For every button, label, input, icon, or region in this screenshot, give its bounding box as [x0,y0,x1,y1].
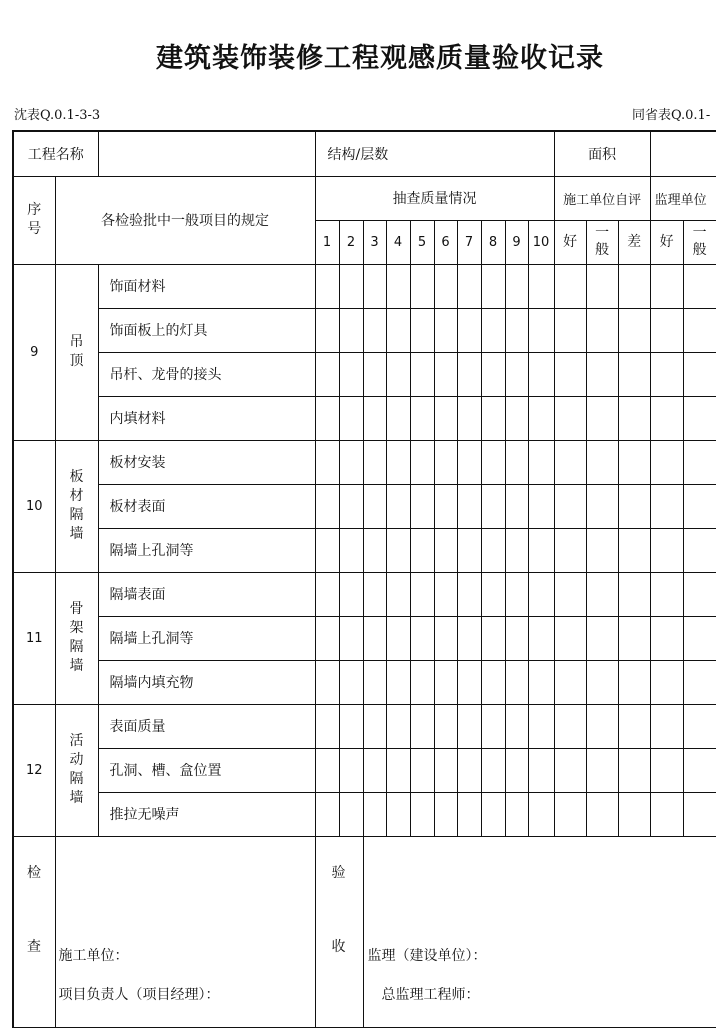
sample-cell[interactable] [410,396,434,440]
sample-cell[interactable] [339,704,363,748]
sample-cell[interactable] [528,308,554,352]
item-label: 隔墙内填充物 [98,660,315,704]
sample-cell[interactable] [481,704,505,748]
sample-cell[interactable] [434,396,457,440]
contractor-eval-header: 施工单位自评 [554,176,650,220]
item-label: 饰面板上的灯具 [98,308,315,352]
contractor-label: 施工单位： [58,947,129,964]
sample-cell[interactable] [481,616,505,660]
grade-header-4: 好 [650,220,683,264]
item-label: 隔墙表面 [98,572,315,616]
grade-cell[interactable] [554,792,586,836]
sample-cell[interactable] [481,308,505,352]
grade-cell[interactable] [650,616,683,660]
sample-cell[interactable] [339,572,363,616]
grade-cell[interactable] [554,352,586,396]
sample-cell[interactable] [386,660,410,704]
accept-label: 验 收 [315,836,363,1027]
info-row [13,131,716,176]
sample-cell[interactable] [434,440,457,484]
inspection-table [12,130,716,1028]
grade-cell[interactable] [683,616,716,660]
group-number: 12 [13,704,55,836]
seq-header: 序 号 [13,176,55,264]
item-label: 饰面材料 [98,264,315,308]
group-number: 9 [13,264,55,440]
group-number: 10 [13,440,55,572]
grade-cell[interactable] [683,572,716,616]
sample-cell[interactable] [434,484,457,528]
sample-cell[interactable] [505,616,528,660]
sample-cell[interactable] [386,440,410,484]
sample-cell[interactable] [457,704,481,748]
sample-cell[interactable] [386,308,410,352]
sample-number-8: 8 [481,220,505,264]
sample-cell[interactable] [457,396,481,440]
sample-cell[interactable] [363,660,386,704]
supervisor-eval-header: 监理单位 [650,176,716,220]
grade-cell[interactable] [586,748,618,792]
sample-cell[interactable] [528,528,554,572]
grade-cell[interactable] [683,484,716,528]
sample-cell[interactable] [386,748,410,792]
sample-cell[interactable] [434,264,457,308]
sample-cell[interactable] [386,264,410,308]
sample-cell[interactable] [386,352,410,396]
grade-cell[interactable] [683,396,716,440]
sample-cell[interactable] [434,792,457,836]
sample-cell[interactable] [410,572,434,616]
table-row [13,264,716,308]
sample-cell[interactable] [481,264,505,308]
sample-number-10: 10 [528,220,554,264]
sample-cell[interactable] [505,792,528,836]
sample-cell[interactable] [457,352,481,396]
sample-cell[interactable] [457,748,481,792]
grade-cell[interactable] [586,352,618,396]
sample-cell[interactable] [315,792,339,836]
sample-number-3: 3 [363,220,386,264]
sample-cell[interactable] [386,792,410,836]
sample-cell[interactable] [363,396,386,440]
sample-cell[interactable] [528,572,554,616]
sample-cell[interactable] [528,352,554,396]
sample-cell[interactable] [481,396,505,440]
group-name: 板 材 隔 墙 [55,440,98,572]
sample-cell[interactable] [386,396,410,440]
sample-cell[interactable] [363,484,386,528]
sample-cell[interactable] [363,528,386,572]
group-name: 活 动 隔 墙 [55,704,98,836]
grade-cell[interactable] [683,528,716,572]
grade-cell[interactable] [618,528,650,572]
table-row [13,440,716,484]
sampling-header: 抽查质量情况 [315,176,554,220]
sample-cell[interactable] [481,792,505,836]
sample-cell[interactable] [410,792,434,836]
grade-cell[interactable] [650,528,683,572]
sample-cell[interactable] [410,264,434,308]
sample-cell[interactable] [457,440,481,484]
sample-cell[interactable] [363,264,386,308]
group-name: 骨 架 隔 墙 [55,572,98,704]
grade-cell[interactable] [618,704,650,748]
sample-cell[interactable] [434,748,457,792]
sample-cell[interactable] [528,440,554,484]
grade-cell[interactable] [650,704,683,748]
grade-cell[interactable] [618,660,650,704]
sample-cell[interactable] [410,484,434,528]
sample-number-6: 6 [434,220,457,264]
grade-cell[interactable] [618,264,650,308]
group-name: 吊 顶 [55,264,98,440]
sample-cell[interactable] [434,352,457,396]
item-label: 内填材料 [98,396,315,440]
sample-cell[interactable] [505,748,528,792]
grade-cell[interactable] [586,440,618,484]
sample-cell[interactable] [528,264,554,308]
sample-cell[interactable] [457,660,481,704]
sample-cell[interactable] [505,396,528,440]
grade-cell[interactable] [554,484,586,528]
grade-cell[interactable] [586,308,618,352]
sample-number-4: 4 [386,220,410,264]
sample-cell[interactable] [410,308,434,352]
sample-cell[interactable] [410,704,434,748]
table-row [13,616,716,660]
sample-cell[interactable] [481,748,505,792]
grade-cell[interactable] [650,792,683,836]
sample-cell[interactable] [386,528,410,572]
sample-cell[interactable] [505,660,528,704]
sample-cell[interactable] [457,484,481,528]
group-number: 11 [13,572,55,704]
area-label: 面积 [554,131,650,176]
sample-cell[interactable] [386,484,410,528]
sample-cell[interactable] [481,660,505,704]
grade-cell[interactable] [650,660,683,704]
sample-cell[interactable] [339,396,363,440]
sample-cell[interactable] [363,704,386,748]
structure-label: 结构/层数 [315,131,554,176]
grade-cell[interactable] [650,440,683,484]
sample-cell[interactable] [457,792,481,836]
sample-cell[interactable] [410,352,434,396]
item-label: 板材表面 [98,484,315,528]
table-row [13,528,716,572]
grade-cell[interactable] [618,748,650,792]
sample-cell[interactable] [434,704,457,748]
item-label: 隔墙上孔洞等 [98,616,315,660]
sample-cell[interactable] [457,264,481,308]
sample-cell[interactable] [528,484,554,528]
grade-cell[interactable] [586,528,618,572]
grade-cell[interactable] [618,396,650,440]
sample-cell[interactable] [315,352,339,396]
sample-cell[interactable] [481,572,505,616]
grade-cell[interactable] [618,792,650,836]
page-title: 建筑装饰装修工程观感质量验收记录 [156,43,604,74]
grade-header-1: 好 [554,220,586,264]
item-label: 吊杆、龙骨的接头 [98,352,315,396]
grade-cell[interactable] [554,396,586,440]
grade-cell[interactable] [554,660,586,704]
sample-cell[interactable] [528,792,554,836]
grade-cell[interactable] [618,440,650,484]
signature-row [13,836,716,1027]
sample-cell[interactable] [339,660,363,704]
sample-cell[interactable] [363,440,386,484]
sample-cell[interactable] [434,308,457,352]
sample-cell[interactable] [481,352,505,396]
sample-cell[interactable] [505,484,528,528]
sample-cell[interactable] [363,308,386,352]
table-row [13,660,716,704]
grade-cell[interactable] [650,396,683,440]
grade-cell[interactable] [650,484,683,528]
sample-cell[interactable] [505,704,528,748]
sample-cell[interactable] [410,748,434,792]
table-row [13,484,716,528]
sample-cell[interactable] [410,616,434,660]
sample-number-7: 7 [457,220,481,264]
grade-cell[interactable] [554,264,586,308]
sample-cell[interactable] [363,748,386,792]
project-manager-label: 项目负责人（项目经理）： [58,986,220,1003]
sample-cell[interactable] [315,264,339,308]
sample-cell[interactable] [363,792,386,836]
sample-cell[interactable] [434,660,457,704]
sample-cell[interactable] [505,264,528,308]
sample-cell[interactable] [386,616,410,660]
table-row [13,748,716,792]
sample-cell[interactable] [386,572,410,616]
sample-cell[interactable] [434,616,457,660]
project-name-value[interactable] [98,131,315,176]
table-row [13,352,716,396]
grade-cell[interactable] [586,396,618,440]
sample-cell[interactable] [315,396,339,440]
grade-cell[interactable] [586,704,618,748]
sample-cell[interactable] [457,528,481,572]
grade-cell[interactable] [554,308,586,352]
contractor-signature-area[interactable] [55,836,315,1027]
grade-cell[interactable] [683,660,716,704]
sample-cell[interactable] [505,440,528,484]
inspection-sheet [12,130,716,1030]
sample-cell[interactable] [505,308,528,352]
sample-cell[interactable] [315,660,339,704]
sample-cell[interactable] [315,308,339,352]
table-row [13,308,716,352]
grade-cell[interactable] [683,440,716,484]
grade-cell[interactable] [586,484,618,528]
sample-cell[interactable] [339,616,363,660]
sample-cell[interactable] [339,264,363,308]
sample-cell[interactable] [528,616,554,660]
grade-cell[interactable] [618,352,650,396]
grade-cell[interactable] [683,264,716,308]
sample-cell[interactable] [315,572,339,616]
form-code-right: 同省表Q.0.1- [632,108,711,123]
spec-header: 各检验批中一般项目的规定 [55,176,315,264]
sample-cell[interactable] [363,352,386,396]
sample-cell[interactable] [505,572,528,616]
grade-cell[interactable] [586,264,618,308]
sample-number-2: 2 [339,220,363,264]
sample-cell[interactable] [410,440,434,484]
chief-engineer-label: 总监理工程师： [381,986,480,1003]
grade-cell[interactable] [618,484,650,528]
sample-cell[interactable] [315,704,339,748]
grade-cell[interactable] [650,748,683,792]
grade-cell[interactable] [554,704,586,748]
sample-cell[interactable] [434,528,457,572]
item-label: 隔墙上孔洞等 [98,528,315,572]
grade-cell[interactable] [683,704,716,748]
grade-header-3: 差 [618,220,650,264]
grade-cell[interactable] [650,264,683,308]
table-row [13,572,716,616]
item-label: 推拉无噪声 [98,792,315,836]
sample-cell[interactable] [457,572,481,616]
grade-cell[interactable] [586,792,618,836]
sample-cell[interactable] [315,748,339,792]
table-row [13,704,716,748]
sample-cell[interactable] [481,440,505,484]
grade-header-2: 一 般 [586,220,618,264]
grade-cell[interactable] [554,616,586,660]
check-label: 检 查 [13,836,55,1027]
grade-cell[interactable] [554,528,586,572]
sample-cell[interactable] [315,484,339,528]
sample-cell[interactable] [339,528,363,572]
sample-cell[interactable] [457,616,481,660]
supervisor-label: 监理（建设单位）： [367,947,487,964]
grade-cell[interactable] [586,572,618,616]
sample-cell[interactable] [339,792,363,836]
grade-cell[interactable] [586,616,618,660]
sample-cell[interactable] [339,484,363,528]
sample-number-9: 9 [505,220,528,264]
sample-cell[interactable] [505,528,528,572]
sample-cell[interactable] [528,396,554,440]
sample-cell[interactable] [315,528,339,572]
sample-cell[interactable] [339,308,363,352]
sample-cell[interactable] [315,440,339,484]
grade-header-5: 一 般 [683,220,716,264]
sample-cell[interactable] [528,660,554,704]
supervisor-signature-area[interactable] [363,836,716,1027]
header-row-1 [13,176,716,220]
sample-cell[interactable] [339,440,363,484]
grade-cell[interactable] [683,308,716,352]
grade-cell[interactable] [650,572,683,616]
grade-cell[interactable] [683,352,716,396]
grade-cell[interactable] [554,572,586,616]
sample-number-5: 5 [410,220,434,264]
item-label: 孔洞、槽、盒位置 [98,748,315,792]
grade-cell[interactable] [618,572,650,616]
grade-cell[interactable] [683,792,716,836]
grade-cell[interactable] [683,748,716,792]
sample-cell[interactable] [434,572,457,616]
sample-cell[interactable] [339,352,363,396]
item-label: 板材安装 [98,440,315,484]
sample-cell[interactable] [339,748,363,792]
table-row [13,396,716,440]
item-label: 表面质量 [98,704,315,748]
grade-cell[interactable] [618,616,650,660]
sample-cell[interactable] [481,484,505,528]
sample-cell[interactable] [386,704,410,748]
sample-cell[interactable] [315,616,339,660]
sample-cell[interactable] [410,528,434,572]
grade-cell[interactable] [554,440,586,484]
table-row [13,792,716,836]
grade-cell[interactable] [586,660,618,704]
form-code-left: 沈表Q.0.1-3-3 [14,108,101,123]
sample-cell[interactable] [481,528,505,572]
sample-cell[interactable] [528,704,554,748]
sample-cell[interactable] [410,660,434,704]
sample-cell[interactable] [363,572,386,616]
grade-cell[interactable] [618,308,650,352]
grade-cell[interactable] [554,748,586,792]
sample-cell[interactable] [505,352,528,396]
grade-cell[interactable] [650,352,683,396]
sample-cell[interactable] [457,308,481,352]
sample-cell[interactable] [528,748,554,792]
area-value[interactable] [650,131,716,176]
sample-cell[interactable] [363,616,386,660]
sample-number-1: 1 [315,220,339,264]
grade-cell[interactable] [650,308,683,352]
project-name-label: 工程名称 [13,131,98,176]
